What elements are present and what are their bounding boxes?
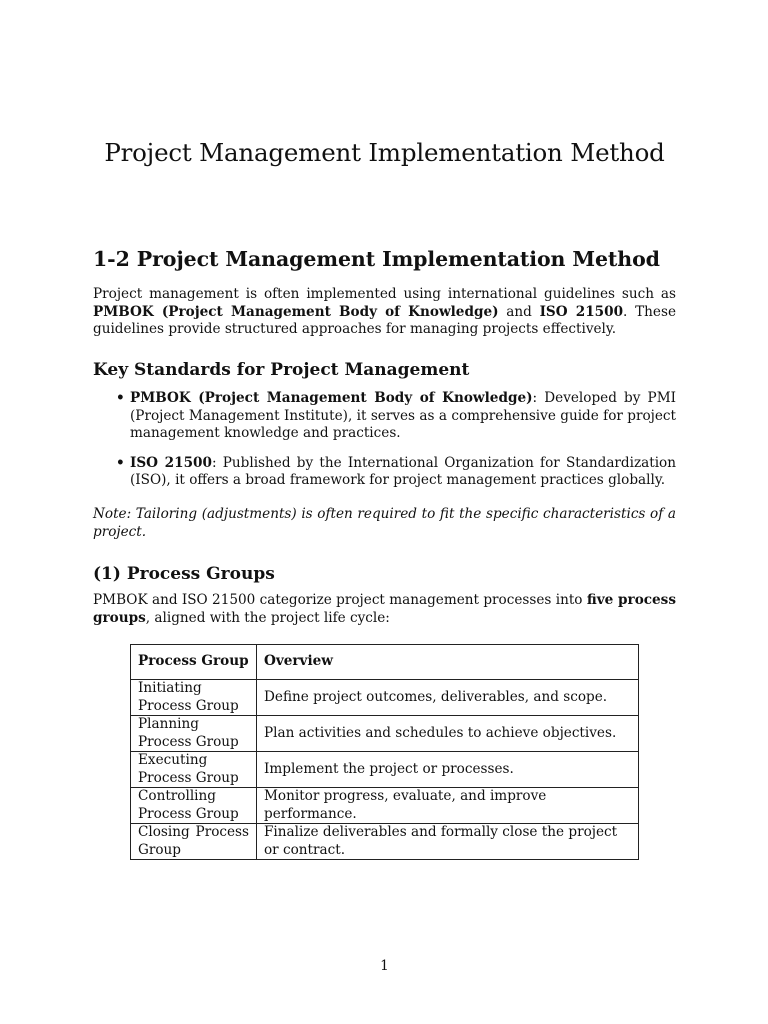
- table-row: [131, 752, 639, 788]
- list-item-iso: [93, 455, 676, 490]
- table-cell-overview: Monitor progress, evaluate, and improve performance.: [257, 788, 639, 824]
- list-item-pmbok: [93, 390, 676, 443]
- table-cell-group: Executing Process Group: [131, 752, 257, 788]
- table-row: [131, 788, 639, 824]
- table-cell-group: Controlling Process Group: [131, 788, 257, 824]
- table-cell-group: Initiating Process Group: [131, 680, 257, 716]
- process-groups-heading: (1) Process Groups: [93, 564, 275, 584]
- table-header-row: [131, 645, 639, 680]
- intro-paragraph: [93, 286, 676, 339]
- table-cell-overview: Finalize deliverables and formally close the project or contract.: [257, 824, 639, 860]
- table-row: [131, 824, 639, 860]
- table-cell-group: Closing Process Group: [131, 824, 257, 860]
- table-cell-overview: Define project outcomes, deliverables, and scope.: [257, 680, 639, 716]
- page-number: 1: [380, 958, 389, 974]
- table-cell-group: Planning Process Group: [131, 716, 257, 752]
- list-item-description: : Published by the International Organization for Standardization (ISO), it offers a broad framework for project management practices globally.: [130, 454, 676, 488]
- intro-bold-iso: ISO 21500: [539, 303, 624, 320]
- bullet-icon: •: [116, 390, 125, 406]
- document-title: Project Management Implementation Method: [104, 138, 665, 167]
- bullet-icon: •: [116, 454, 125, 471]
- process-groups-intro: [93, 592, 676, 627]
- intro-text-1: Project management is often implemented using international guidelines such as: [93, 286, 676, 302]
- table-cell-overview: Plan activities and schedules to achieve objectives.: [257, 716, 639, 752]
- intro-bold-pmbok: PMBOK (Project Management Body of Knowledge): [93, 303, 499, 320]
- intro-text-3: . These guidelines provide structured approaches for managing projects effectively.: [93, 303, 676, 337]
- table-row: [131, 680, 639, 716]
- key-standards-heading: Key Standards for Project Management: [93, 360, 470, 380]
- process-groups-intro-text-2: , aligned with the project life cycle:: [145, 609, 390, 626]
- process-groups-intro-bold: five process groups: [93, 592, 676, 626]
- tailoring-note: Note: Tailoring (adjustments) is often required to fit the specific characteristics of a project.: [93, 506, 676, 540]
- table-header-cell: Process Group: [131, 645, 257, 680]
- table-cell-overview: Implement the project or processes.: [257, 752, 639, 788]
- list-item-term: PMBOK (Project Management Body of Knowledge): [130, 390, 533, 406]
- process-groups-table: [130, 644, 639, 860]
- process-groups-intro-text-1: PMBOK and ISO 21500 categorize project management processes into: [93, 592, 587, 608]
- list-item-term: ISO 21500: [130, 454, 212, 471]
- intro-text-2: and: [498, 303, 540, 320]
- key-standards-list: [93, 390, 676, 490]
- list-item-description: : Developed by PMI (Project Management Institute), it serves as a comprehensive guide for project management knowledge and practices.: [130, 390, 676, 441]
- table-header-cell: Overview: [257, 645, 639, 680]
- section-heading: 1-2 Project Management Implementation Method: [93, 247, 660, 271]
- table-row: [131, 716, 639, 752]
